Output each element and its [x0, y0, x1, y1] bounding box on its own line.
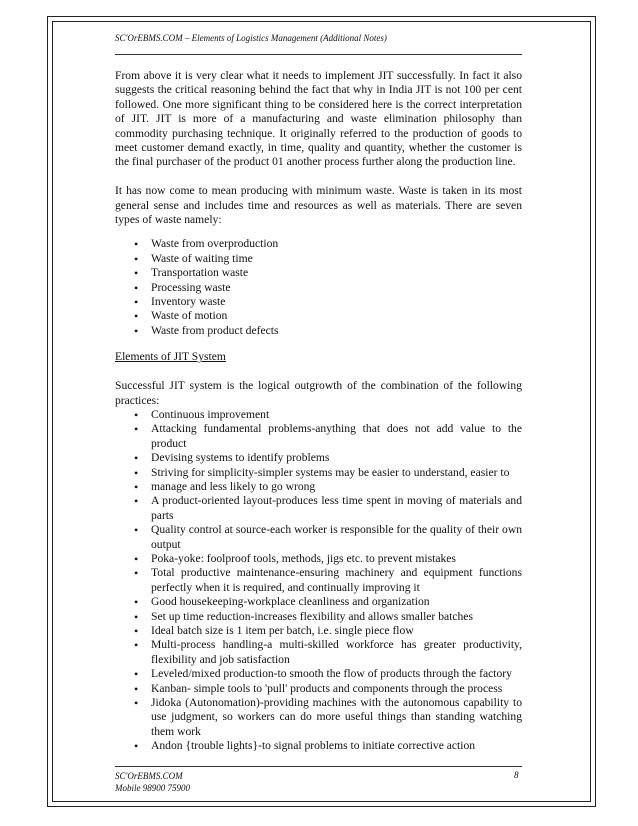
footer-site: SC'OrEBMS.COM	[115, 771, 183, 781]
list-item: • Kanban- simple tools to 'pull' products and components through the process	[115, 682, 522, 696]
footer-mobile: Mobile 98900 75900	[115, 783, 190, 793]
list-item: • Waste of motion	[115, 309, 522, 323]
list-item: • Andon {trouble lights}-to signal problems to initiate corrective action	[115, 739, 522, 753]
list-item: • Processing waste	[115, 281, 522, 295]
section-heading: Elements of JIT System	[115, 350, 226, 364]
list-item: • A product-oriented layout-produces less time spent in moving of materials and parts	[115, 494, 522, 523]
header-rule	[115, 54, 522, 55]
paragraph-jit-implementation: From above it is very clear what it needs to implement JIT successfully. In fact it also suggests the critical reasoning behind the fact that why in India JIT is not 100 per cent followed. One more significant thing to be considered here is the correct interpretation of JIT. JIT is more of a manufacturing and waste elimination philosophy than commodity purchasing technique. It originally referred to the production of goods to meet customer demand exactly, in time, quality and quantity, whether the customer is the final purchaser of the product 01 another process further along the production line.	[115, 69, 522, 169]
list-item: • Waste from overproduction	[115, 237, 522, 251]
footer-info	[115, 770, 190, 794]
list-item: • Good housekeeping-workplace cleanliness and organization	[115, 595, 522, 609]
paragraph-practices-intro: Successful JIT system is the logical outgrowth of the combination of the following practices:	[115, 379, 522, 407]
list-item: • Set up time reduction-increases flexibility and allows smaller batches	[115, 610, 522, 624]
list-item: • Multi-process handling-a multi-skilled workforce has greater productivity, flexibility and job satisfaction	[115, 638, 522, 667]
waste-types-list	[115, 237, 522, 338]
document-body	[115, 69, 522, 754]
page-number: 8	[514, 770, 519, 780]
list-item: • manage and less likely to go wrong	[115, 480, 522, 494]
list-item: • Attacking fundamental problems-anything that does not add value to the product	[115, 422, 522, 451]
list-item: • Ideal batch size is 1 item per batch, i.e. single piece flow	[115, 624, 522, 638]
footer-rule	[115, 766, 522, 767]
running-header: SC'OrEBMS.COM – Elements of Logistics Management (Additional Notes)	[115, 33, 387, 43]
list-item: • Waste of waiting time	[115, 252, 522, 266]
list-item: • Inventory waste	[115, 295, 522, 309]
list-item: • Jidoka (Autonomation)-providing machines with the autonomous capability to use judgment, so workers can do more useful things than standing watching them work	[115, 696, 522, 739]
list-item: • Total productive maintenance-ensuring machinery and equipment functions perfectly when it is required, and continually improving it	[115, 566, 522, 595]
paragraph-waste-definition: It has now come to mean producing with minimum waste. Waste is taken in its most general sense and includes time and resources as well as materials. There are seven types of waste namely:	[115, 184, 522, 227]
list-item: • Poka-yoke: foolproof tools, methods, jigs etc. to prevent mistakes	[115, 552, 522, 566]
list-item: • Quality control at source-each worker is responsible for the quality of their own output	[115, 523, 522, 552]
list-item: • Waste from product defects	[115, 324, 522, 338]
list-item: • Devising systems to identify problems	[115, 451, 522, 465]
list-item: • Striving for simplicity-simpler systems may be easier to understand, easier to	[115, 466, 522, 480]
list-item: • Continuous improvement	[115, 408, 522, 422]
list-item: • Leveled/mixed production-to smooth the flow of products through the factory	[115, 667, 522, 681]
jit-practices-list	[115, 408, 522, 754]
list-item: • Transportation waste	[115, 266, 522, 280]
